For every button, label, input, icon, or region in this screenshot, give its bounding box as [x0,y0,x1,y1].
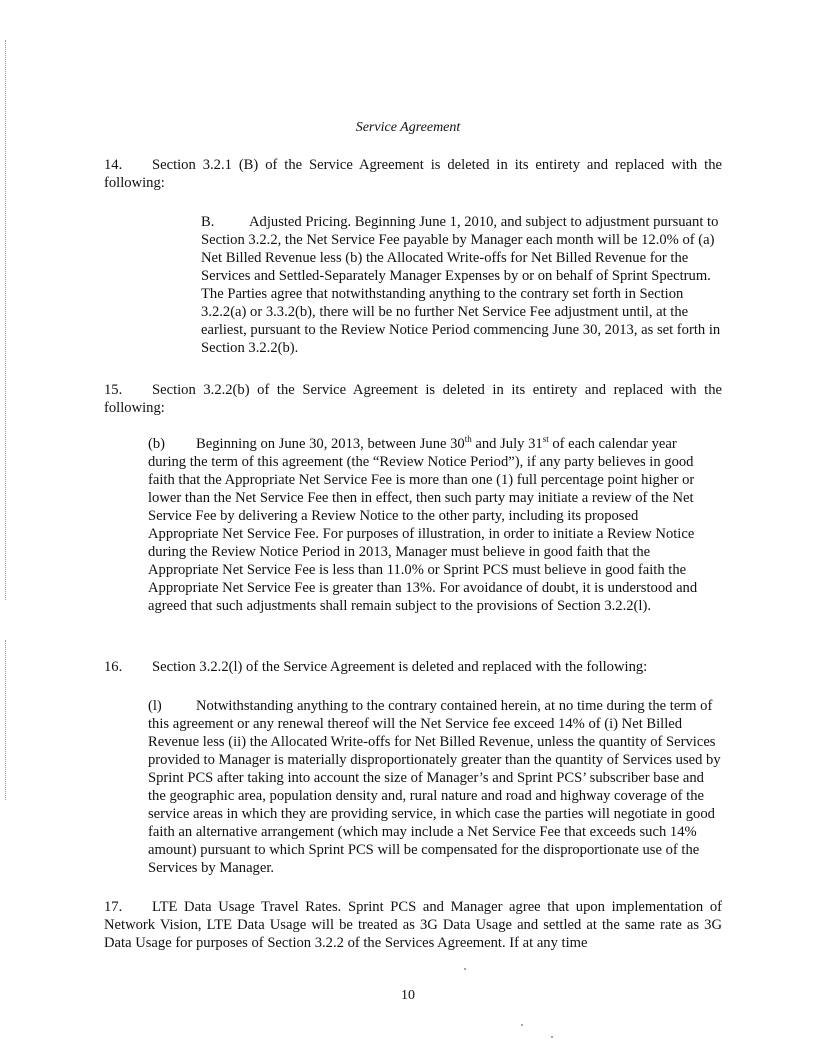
superscript-st: st [542,434,549,445]
superscript-th: th [464,434,472,445]
paragraph-text: LTE Data Usage Travel Rates. Sprint PCS and Manager agree that upon implementation of Network Vision, LTE Data Usage will be treated as 3G Data Usage and settled at the same rate as 3G Data Usage for purposes of Section 3.2.2 of the Services Agreement. If at any time [104,899,722,951]
paragraph-15 [104,381,722,417]
subsection-b-adjusted-pricing [201,213,722,357]
paragraph-text: Section 3.2.2(l) of the Service Agreement is deleted and replaced with the following: [152,659,648,675]
subsection-text: Adjusted Pricing. Beginning June 1, 2010, and subject to adjustment pursuant to Section 3.2.2, the Net Service Fee payable by Manager each month will be 12.0% of (a) Net Billed Revenue less (b) the Allocated Write-offs for Net Billed Revenue for the Services and Settled-Separately Manager Expenses by or on behalf of Sprint Spectrum. The Parties agree that notwithstanding anything to the contrary set forth in Section 3.2.2(a) or 3.3.2(b), there will be no further Net Service Fee adjustment until, at the earliest, pursuant to the Review Notice Period commencing June 30, 2013, as set forth in Section 3.2.2(b). [201,214,721,356]
subsection-l-fee-cap [148,697,722,877]
section-heading: Service Agreement [355,120,461,135]
page-number: 10 [401,988,415,1003]
subsection-label: B. [201,214,215,230]
subsection-label: (l) [148,698,162,714]
paragraph-number: 16. [104,659,123,675]
subsection-label: (b) [148,436,166,452]
scan-speck [521,1024,523,1026]
subsection-text-b: and July 31 [471,436,543,452]
subsection-text-c: of each calendar year during the term of this agreement (the “Review Notice Period”), if any party believes in good faith that the Appropriate Net Service Fee is more than one (1) full percentage point higher or lower than the Net Service Fee then in effect, then such party may initiate a review of the Net Service Fee by delivering a Review Notice to the other party, including its proposed Appropriate Net Service Fee. For purposes of illustration, in order to initiate a Review Notice during the Review Notice Period in 2013, Manager must believe in good faith that the Appropriate Net Service Fee is less than 11.0% or Sprint PCS must believe in good faith the Appropriate Net Service Fee is greater than 13%. For avoidance of doubt, it is understood and agreed that such adjustments shall remain subject to the provisions of Section 3.2.2(l). [148,436,698,614]
paragraph-17 [104,898,722,952]
subsection-b-review-notice [148,435,700,615]
paragraph-14 [104,156,722,192]
paragraph-16 [104,658,722,676]
paragraph-number: 17. [104,899,123,915]
scan-speck [464,968,466,970]
paragraph-text: Section 3.2.2(b) of the Service Agreement is deleted in its entirety and replaced with the following: [104,382,722,416]
subsection-text: Notwithstanding anything to the contrary contained herein, at no time during the term of this agreement or any renewal thereof will the Net Service fee exceed 14% of (i) Net Billed Revenue less (ii) the Allocated Write-offs for Net Billed Revenue, unless the quantity of Services provided to Manager is materially disproportionately greater than the quantity of Services used by Sprint PCS after taking into account the size of Manager’s and Sprint PCS’ subscriber base and the geographic area, population density and, rural nature and road and highway coverage of the service areas in which they are providing service, in which case the parties will negotiate in good faith an alternative arrangement (which may include a Net Service Fee that exceeds such 14% amount) pursuant to which Sprint PCS will be compensated for the disproportionate use of the Services by Manager. [148,698,721,876]
paragraph-text: Section 3.2.1 (B) of the Service Agreement is deleted in its entirety and replaced with the following: [104,157,722,191]
paragraph-number: 15. [104,382,123,398]
subsection-text-a: Beginning on June 30, 2013, between June 30 [196,436,465,452]
scan-speck [551,1036,553,1038]
paragraph-number: 14. [104,157,123,173]
scan-margin-marks-lower [5,640,8,800]
